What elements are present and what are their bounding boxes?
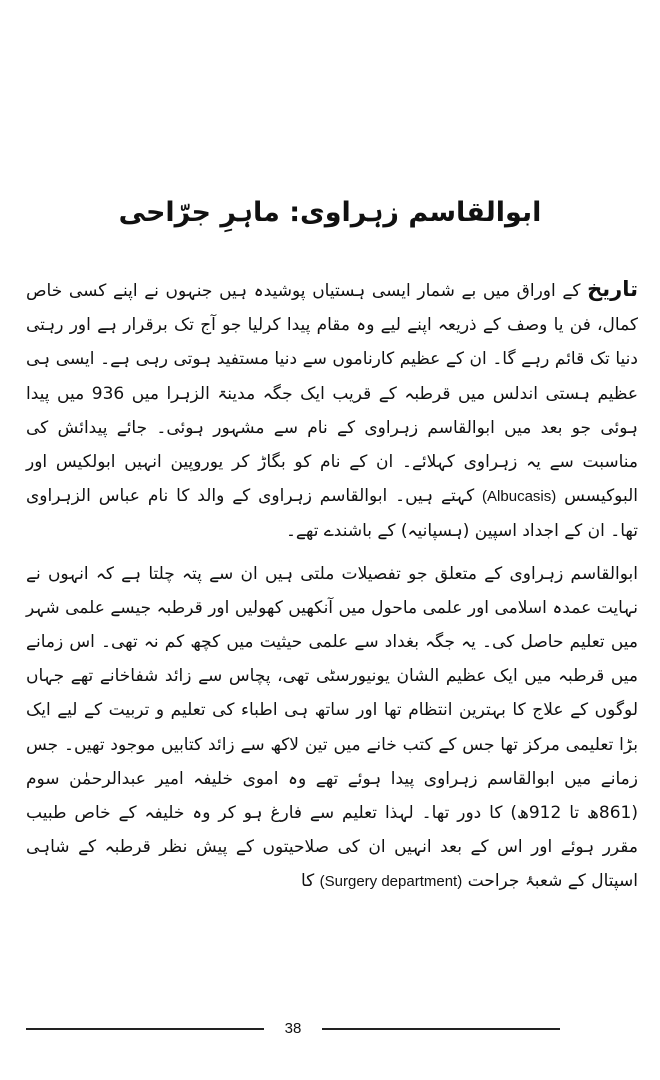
paragraph-education-text-2: کا bbox=[300, 871, 320, 892]
body-text bbox=[26, 272, 638, 908]
footer-rule-right bbox=[322, 1028, 560, 1030]
paragraph-education-text-1: ابوالقاسم زہراوی کے متعلق جو تفصیلات ملتی ہیں ان سے پتہ چلتا ہے کہ انہوں نے نہایت عمدہ اسلامی اور علمی ماحول میں آنکھیں کھولیں اور قرطبہ جیسے علمی شہر میں تعلیم حاصل کی۔ یہ جگہ بغداد سے علمی حیثیت میں کچھ کم نہ تھی۔ اس زمانے میں قرطبہ میں ایک عظیم الشان یونیورسٹی تھی، پچاس سے زائد شفاخانے تھے جہاں لوگوں کے علاج کا بہترین انتظام تھا اور ساتھ ہی اطباء کی تعلیم و تربیت کے لیے ایک بڑا تعلیمی مرکز تھا جس کے کتب خانے میں تین لاکھ سے زائد کتابیں موجود تھیں۔ جس زمانے میں ابوالقاسم زہراوی پیدا ہوئے تھے وہ اموی خلیفہ امیر عبدالرحمٰن سوم (861ھ تا 912ھ) کا دور تھا۔ لہذا تعلیم سے فارغ ہو کر وہ خلیفہ کے خاص طبیب مقرر ہوئے اور اس کے بعد انہیں ان کی صلاحیتوں کے پیش نظر قرطبہ کے شاہی اسپتال کے شعبۂ جراحت bbox=[26, 563, 638, 892]
latin-term-surgery-department: (Surgery department) bbox=[319, 873, 463, 891]
chapter-title: ابوالقاسم زہراوی: ماہرِ جرّاحی bbox=[118, 197, 542, 228]
footer-rule-left bbox=[26, 1028, 264, 1030]
paragraph-intro-text-2: کہتے ہیں۔ ابوالقاسم زہراوی کے والد کا نام عباس الزہراوی تھا۔ ان کے اجداد اسپین (ہسپانیہ) کے باشندے تھے۔ bbox=[26, 486, 638, 542]
paragraph-education bbox=[26, 557, 638, 900]
latin-name-albucasis: (Albucasis) bbox=[482, 488, 557, 506]
paragraph-intro bbox=[26, 272, 638, 549]
page-footer bbox=[26, 1018, 560, 1042]
paragraph-intro-text-1: کے اوراق میں بے شمار ایسی ہستیاں پوشیدہ ہیں جنہوں نے اپنے کسی خاص کمال، فن یا وصف کے ذریعہ اپنے لیے وہ مقام پیدا کرلیا جو آج تک برقرار ہے اور رہتی دنیا تک قائم رہے گا۔ ان کے عظیم کارناموں سے دنیا مستفید ہوتی رہی ہے۔ ایسی ہی عظیم ہستی اندلس میں قرطبہ کے قریب ایک جگہ مدینۃ الزہرا میں 936 میں پیدا ہوئی جو بعد میں ابوالقاسم زہراوی کے نام سے مشہور ہوئی۔ جائے پیدائش کی مناسبت سے یہ زہراوی کہلائے۔ ان کے نام کو بگاڑ کر یوروپین انہیں ابولکیس اور البوکیسس bbox=[26, 281, 639, 507]
lead-word: تاریخ bbox=[587, 277, 638, 301]
page-number: 38 bbox=[284, 1020, 302, 1037]
